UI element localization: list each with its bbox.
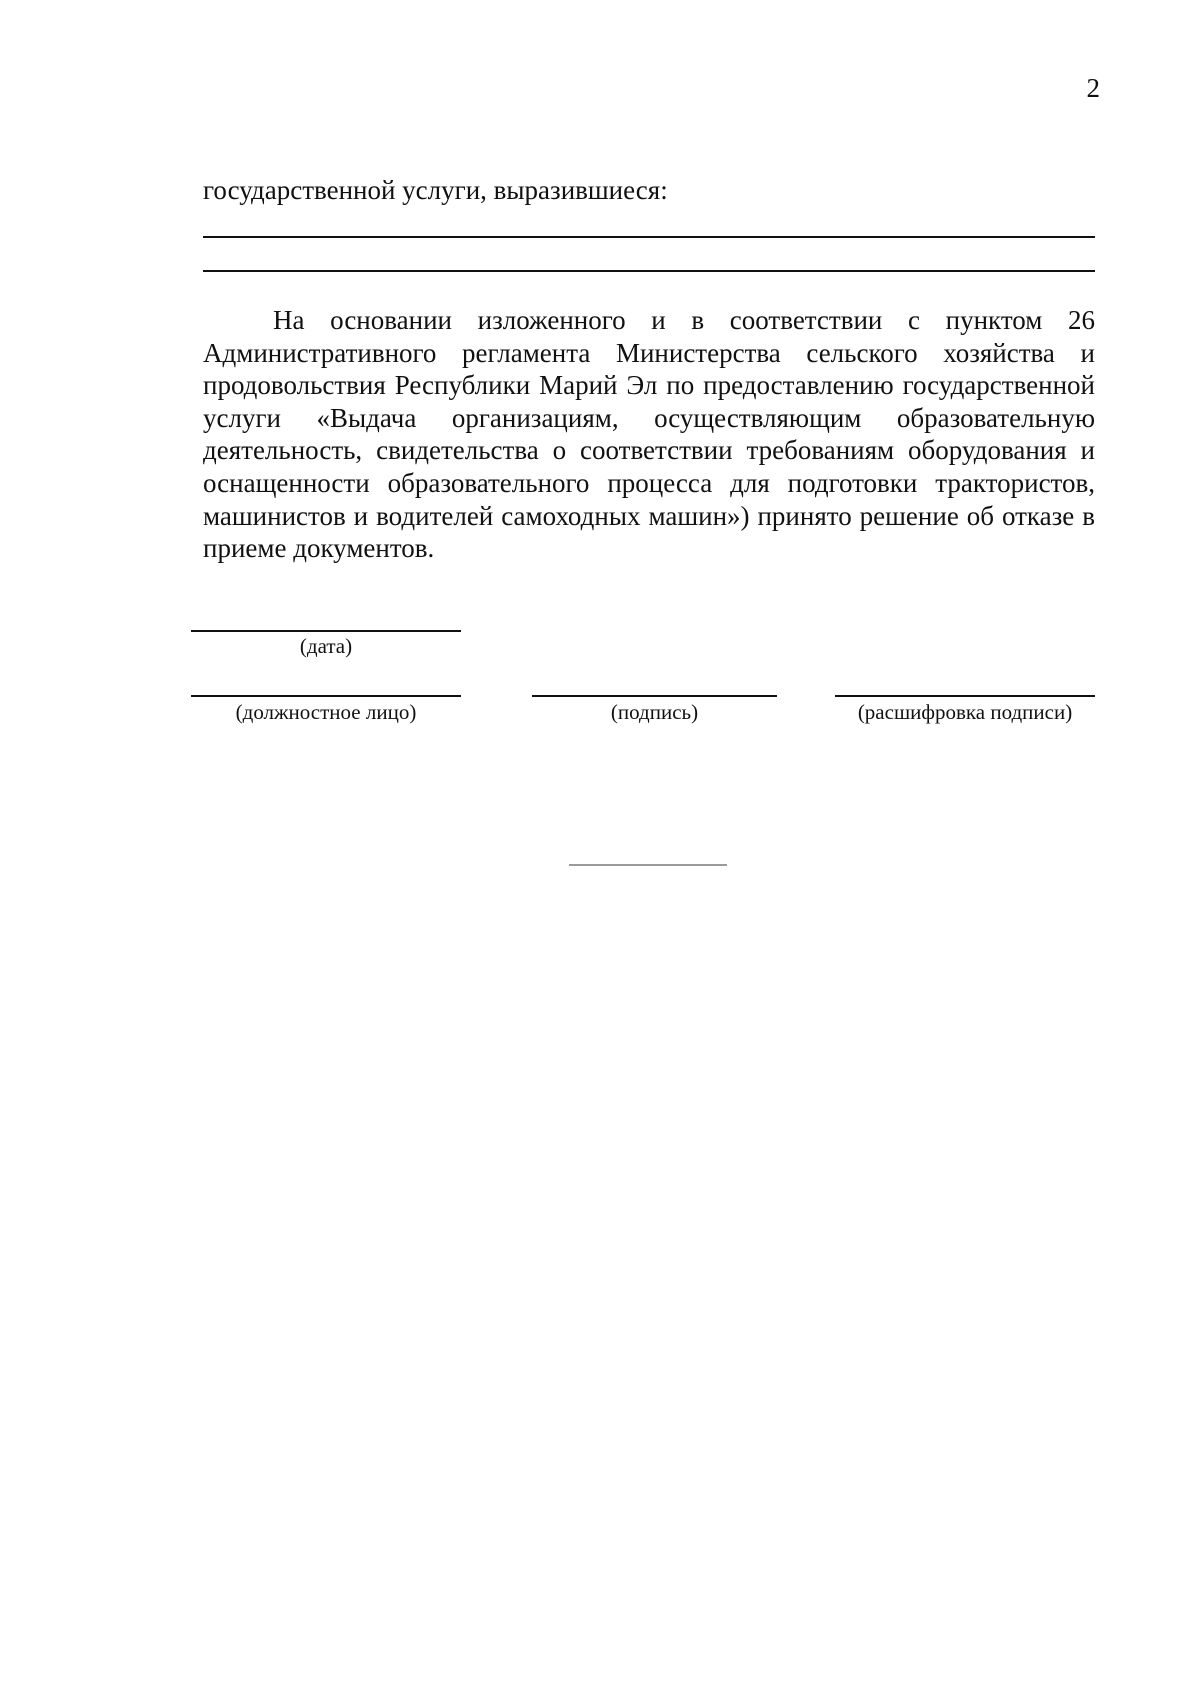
date-caption: (дата) xyxy=(299,634,353,658)
blank-fill-line-2 xyxy=(203,270,1095,272)
signature-decoding-line xyxy=(835,695,1095,697)
official-signature-line xyxy=(191,695,461,697)
signature-decoding-caption: (расшифровка подписи) xyxy=(857,700,1073,724)
page-number: 2 xyxy=(1086,73,1100,103)
blank-fill-line-1 xyxy=(203,236,1095,238)
signature-caption: (подпись) xyxy=(610,700,699,724)
decision-paragraph: На основании изложенного и в соответствии с пунктом 26 Административного регламента Министерства сельского хозяйства и продовольствия Республики Марий Эл по предоставлению государственной услуги «Выдача организациям, осуществляющим образовательную деятельность, свидетельства о соответствии требованиям оборудования и оснащенности образовательного процесса для подготовки трактористов, машинистов и водителей самоходных машин») принято решение об отказе в приеме документов. xyxy=(203,305,1095,564)
intro-text: государственной услуги, выразившиеся: xyxy=(203,175,668,205)
document-end-rule xyxy=(569,864,727,866)
date-signature-line xyxy=(191,630,461,632)
signature-line xyxy=(532,695,777,697)
official-caption: (должностное лицо) xyxy=(235,700,417,724)
